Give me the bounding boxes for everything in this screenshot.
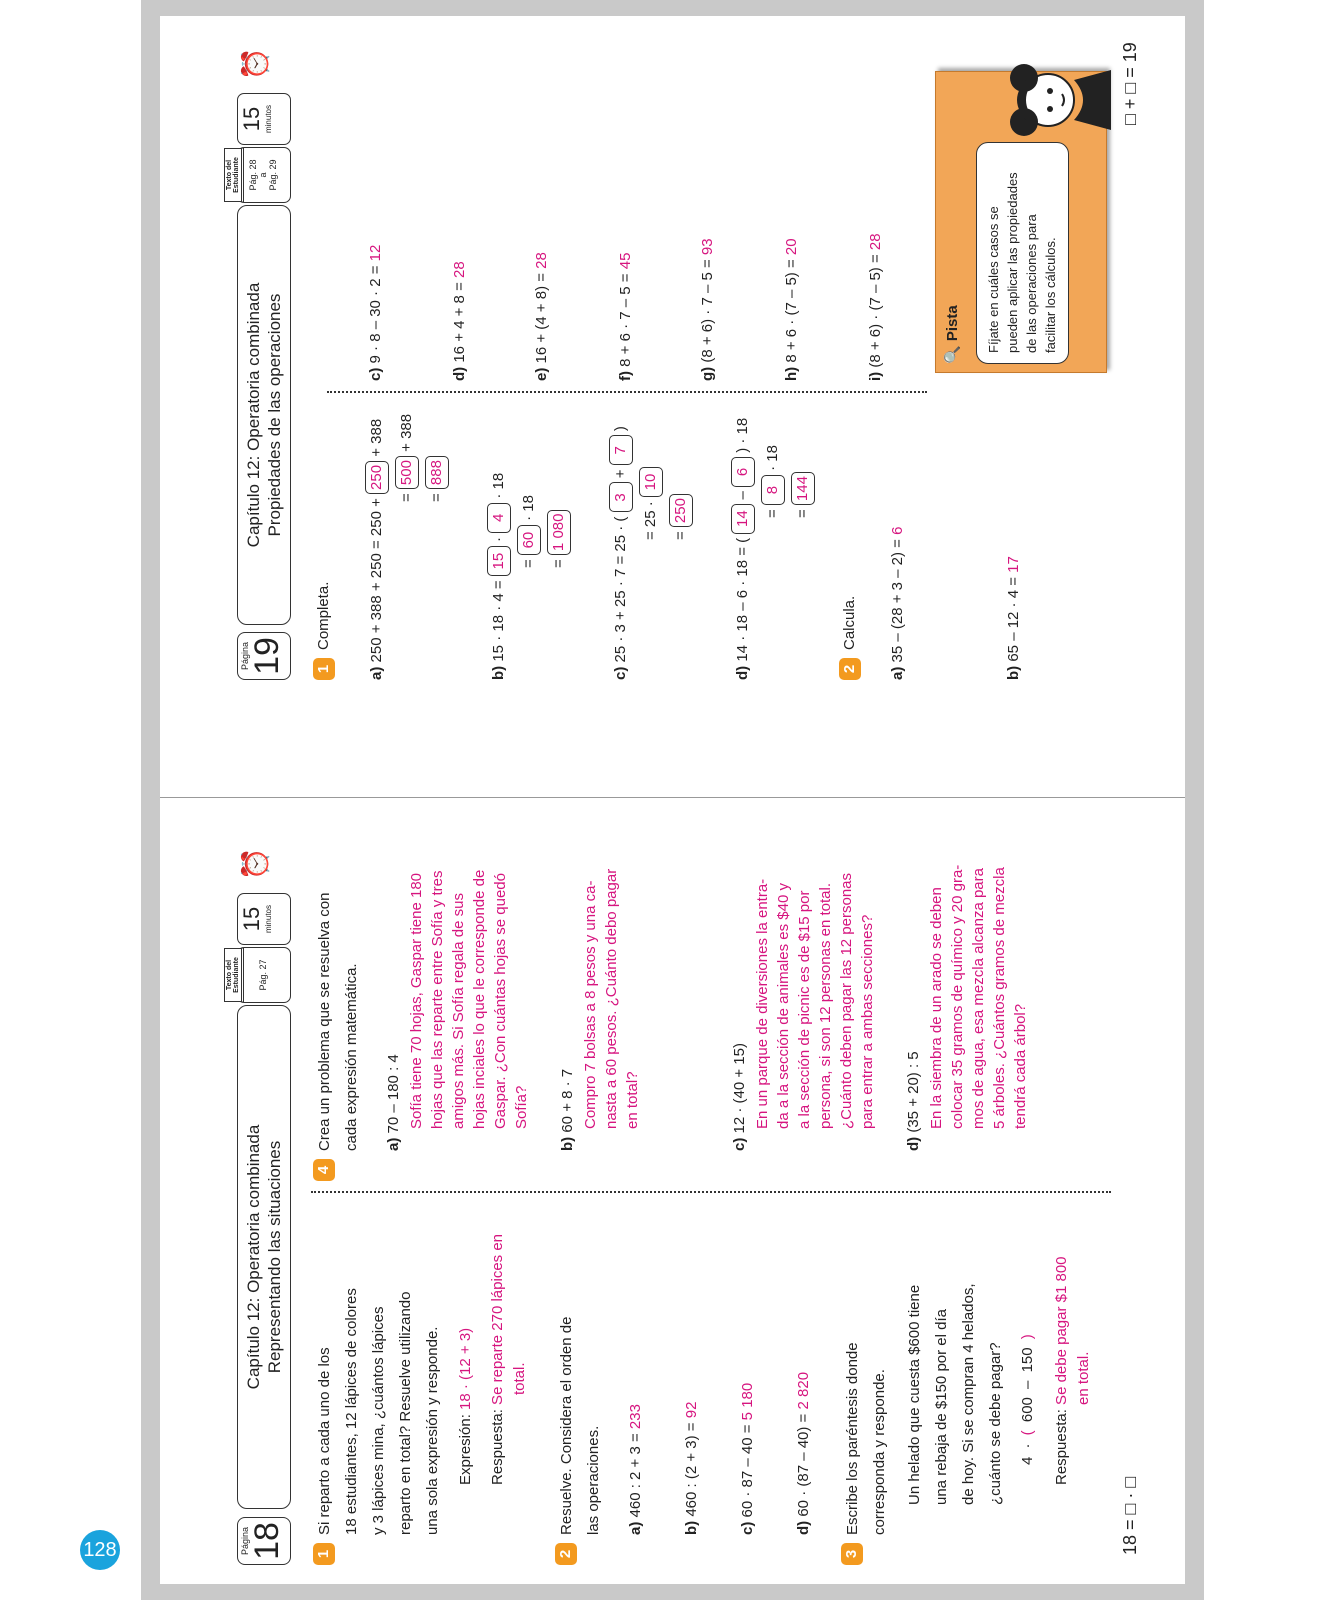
timer-box: ⏰ 15 minutos — [237, 893, 291, 945]
item-d: d) (35 + 20) : 5 En la siembra de un arado se deben colocar 35 gramos de químico y 20 gra- mos de agua, esa mezcla alcanza para 5 árboles. ¿Cuántos gramos de mezcla tendrá cada árbol? — [903, 811, 1031, 1151]
question-text: Si reparto a cada uno de los 18 estudiantes, 12 lápices de colores y 3 lápices mina, ¿cuántos lápices reparto en total? Resuelve utilizando una sola expresión y responde. — [316, 1288, 441, 1535]
alarm-clock-icon: ⏰ — [240, 847, 270, 880]
chapter-title-box — [237, 205, 291, 625]
parentheses-expression: 4 · ( 600 – 150 ) — [1019, 1334, 1036, 1465]
footer-formula: □ + □ = 19 — [1120, 42, 1140, 125]
student-text-ref: Texto del Estudiante Pág. 28 a Pág. 29 — [237, 147, 291, 203]
book-page-number: 128 — [80, 1530, 120, 1570]
student-text-ref: Texto del Estudiante Pág. 27 — [237, 947, 291, 1003]
hint-title: Pista — [944, 305, 961, 342]
magnifier-icon: 🔍 — [944, 345, 961, 364]
chapter-title: Capítulo 12: Operatoria combinada — [243, 282, 263, 548]
page-fold-line — [160, 797, 1185, 798]
item-a: a) 70 – 180 : 4 Sofía tiene 70 hojas, Gaspar tiene 180 hojas que las reparte entre Sofía y tres amigos más. Si Sofía regala de sus hojas inciales lo que le corresponde de Gaspar. ¿Con cuántas hojas se quedó Sofía? — [383, 811, 532, 1151]
item-a: a) 460 : 2 + 3 = 233 — [627, 1404, 644, 1535]
problem-text: Un helado que cuesta $600 tiene una rebaja de $150 por el día de hoy. Si se compran 4 helados, ¿cuánto se debe pagar? — [906, 1283, 1004, 1505]
book-icon: Texto del Estudiante — [224, 948, 244, 1002]
item-c2: c) 9 · 8 – 30 · 2 = 12 — [367, 244, 384, 381]
page-number-box: Página 19 — [237, 632, 291, 680]
chapter-subtitle: Representando las situaciones — [265, 1140, 284, 1374]
answer-line: Respuesta: Se reparte 270 lápices en — [489, 1233, 506, 1485]
hint-box — [935, 71, 1107, 373]
item-e: e) 16 + (4 + 8) = 28 — [533, 252, 550, 381]
chapter-title: Capítulo 12: Operatoria combinada — [243, 1124, 263, 1390]
column-divider — [327, 391, 927, 393]
expression-line: Expresión: 18 · (12 + 3) — [457, 1327, 474, 1485]
question-badge: 4 — [313, 1159, 335, 1181]
question-badge: 1 — [313, 658, 335, 680]
answer-line: Respuesta: Se debe pagar $1 800 — [1053, 1256, 1070, 1485]
answer-text: Se reparte 270 lápices en — [489, 1233, 506, 1405]
item-b: b) 60 + 8 · 7 Compro 7 bolsas a 8 pesos y una ca- nasta a 60 pesos. ¿Cuánto debo pagar en total? — [557, 811, 643, 1151]
item-i: i) (8 + 6) · (7 – 5) = 28 — [867, 233, 884, 381]
item-g: g) (8 + 6) · 7 – 5 = 93 — [699, 238, 716, 381]
item-d2: d) 16 + 4 + 8 = 28 — [451, 261, 468, 381]
item-h: h) 8 + 6 · (7 – 5) = 20 — [783, 238, 800, 381]
item-d: d) 60 · (87 – 40) = 2 820 — [795, 1371, 812, 1535]
item-c: c) 60 · 87 – 40 = 5 180 — [739, 1382, 756, 1535]
page-number-box: Página 18 — [237, 1517, 291, 1565]
expression-answer: 18 · (12 + 3) — [457, 1327, 474, 1410]
item-b: b) 460 : (2 + 3) = 92 — [683, 1401, 700, 1535]
created-problem: Compro 7 bolsas a 8 pesos y una ca- nasta a 60 pesos. ¿Cuánto debo pagar en total? — [581, 868, 641, 1129]
timer-box: ⏰ 15 minutos — [237, 93, 291, 145]
question-badge: 2 — [839, 658, 861, 680]
book-icon: Texto del Estudiante — [224, 148, 244, 202]
item-f: f) 8 + 6 · 7 – 5 = 45 — [617, 252, 634, 381]
item-c: c) 12 · (40 + 15) En un parque de diversiones la entra- da a la sección de animales es $40 y a la sección de picnic es de $15 por persona, si son 12 personas en total. ¿Cuánto deben pagar las 12 personas para entrar a ambas secciones? — [729, 811, 878, 1151]
item-b: b) 65 – 12 · 4 = 17 — [1005, 556, 1022, 680]
question-badge: 3 — [841, 1543, 863, 1565]
created-problem: En un parque de diversiones la entra- da a la sección de animales es $40 y a la sección de picnic es de $15 por persona, si son 12 personas en total. ¿Cuánto deben pagar las 12 personas para entrar a ambas secciones? — [753, 872, 876, 1129]
girl-illustration-icon — [996, 50, 1111, 150]
page-19-panel: Página 19 Capítulo 12: Operatoria combinada Propiedades de las operaciones Texto del Estudiante Pág. 28 a Pág. 29 ⏰ 15 minutos 1 Completa. a) 250 + 388 + 250 = 250 + 250 + 388 = 500 + 388 = 888 b) 15 · 18 · 4 = 15 · 4 · 18 = 60 · 18 = 1 080 c) 25 · 3 + 25 · 7 = 25 · ( 3 + 7 ) = 25 · 10 = 250 d) 14 · 18 – 6 · 18 = ( 14 – 6 ) · 18 = 8 · 18 = 144 2 Calcula. a) 35 – (28 + 3 – 2) = 6 b) 65 – 12 · 4 = 17 c) 9 · 8 – 30 · 2 = 12 d) 16 + 4 + 8 = 28 e) 16 + (4 + 8) = 28 f) 8 + 6 · 7 – 5 = 45 g) (8 + 6) · 7 – 5 = 93 h) 8 + 6 · (7 – 5) = 20 i) (8 + 6) · (7 – 5) = 28 🔍 Pista Fíjate en cuáles casos se pueden aplicar las propiedades de las operaciones para facilitar los cálculos. □ + □ = 19 — [175, 5, 1175, 765]
chapter-subtitle: Propiedades de las operaciones — [265, 293, 284, 537]
hint-text: Fíjate en cuáles casos se pueden aplicar las propiedades de las operaciones para facilitar los cálculos. — [976, 142, 1069, 364]
question-badge: 2 — [555, 1543, 577, 1565]
alarm-clock-icon: ⏰ — [240, 47, 270, 80]
item-a: a) 35 – (28 + 3 – 2) = 6 — [889, 526, 906, 680]
created-problem: Sofía tiene 70 hojas, Gaspar tiene 180 hojas que las reparte entre Sofía y tres amigos más. Si Sofía regala de sus hojas inciales lo que le corresponde de Gaspar. ¿Con cuántas hojas se quedó Sofía? — [407, 869, 530, 1129]
question-badge: 1 — [313, 1543, 335, 1565]
column-divider — [311, 1191, 1111, 1193]
created-problem: En la siembra de un arado se deben colocar 35 gramos de químico y 20 gra- mos de agua, esa mezcla alcanza para 5 árboles. ¿Cuántos gramos de mezcla tendrá cada árbol? — [927, 864, 1029, 1129]
chapter-title-box — [237, 1005, 291, 1509]
page-18-panel: Página 18 Capítulo 12: Operatoria combinada Representando las situaciones Texto del Estudiante Pág. 27 ⏰ 15 minutos 1 Si reparto a cada uno de los 18 estudiantes, 12 lápices de colores y 3 lápices mina, ¿cuántos lápices reparto en total? Resuelve utilizando una sola expresión y responde. Expresión: 18 · (12 + 3) Respuesta: Se reparte 270 lápices en total. 2 Resuelve. Considera el orden de las operaciones. a) 460 : 2 + 3 = 233 b) 460 : (2 + 3) = 92 c) 60 · 87 – 40 = 5 180 d) 60 · (87 – 40) = 2 820 3 Escribe los paréntesis donde corresponda y responde. Un helado que cuesta $600 tiene una rebaja de $150 por el día de hoy. Si se compran 4 helados, ¿cuánto se debe pagar? 4 · ( 600 – 150 ) Respuesta: Se debe pagar $1 800 en total. 18 = □ · □ 4 Crea un problema que se resuelva con cada expresión matemática. a) 70 – 180 : 4 Sofía tiene 70 hojas, Gaspar tiene 180 hojas que las reparte entre Sofía y tres amigos más. Si Sofía regala de sus hojas inciales lo que le corresponde de Gaspar. ¿Con cuántas hojas se quedó Sofía? b) 60 + 8 · 7 Compro 7 bolsas a 8 pesos y una ca- nasta a 60 pesos. ¿Cuánto debo pagar en total? c) 12 · (40 + 15) En un parque de diversiones la entra- da a la sección de animales es $40 y a la sección de picnic es de $15 por persona, si son 12 personas en total. ¿Cuánto deben pagar las 12 personas para entrar a ambas secciones? d) (35 + 20) : 5 En la siembra de un arado se deben colocar 35 gramos de químico y 20 gra- mos de agua, esa mezcla alcanza para 5 árboles. ¿Cuántos gramos de mezcla tendrá cada árbol? — [175, 805, 1175, 1565]
footer-formula: 18 = □ · □ — [1120, 1476, 1140, 1555]
